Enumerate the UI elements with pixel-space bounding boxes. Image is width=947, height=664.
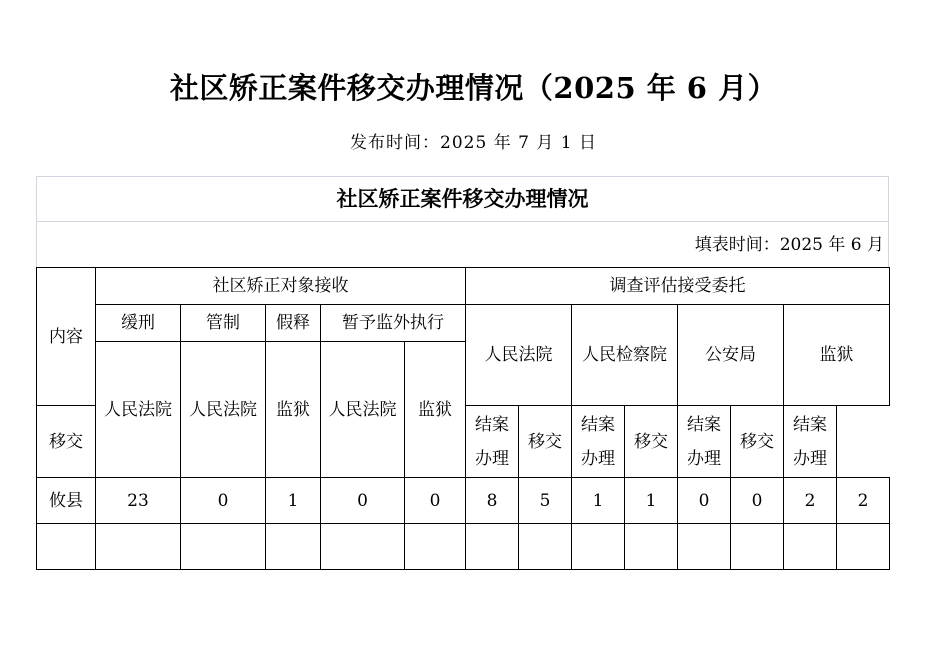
cell-police-close: 0: [731, 478, 784, 524]
header-zanyu-court: 人民法院: [321, 342, 405, 478]
empty-cell: [37, 524, 96, 570]
header-police-close: 结案办理: [678, 406, 731, 478]
header-jiashi: 假释: [266, 305, 321, 342]
cell-huanxing-court: 23: [96, 478, 181, 524]
header-prison-close: 结案办理: [784, 406, 837, 478]
data-table: [36, 267, 890, 570]
empty-cell: [572, 524, 625, 570]
header-huanxing: 缓刑: [96, 305, 181, 342]
header-group-survey: 调查评估接受委托: [466, 268, 890, 305]
header-survey-prison: 监狱: [784, 305, 890, 406]
header-court-close: 结案办理: [466, 406, 519, 478]
header-procuratorate-transfer: 移交: [519, 406, 572, 478]
header-jiashi-prison: 监狱: [266, 342, 321, 478]
header-procuratorate-close: 结案办理: [572, 406, 625, 478]
empty-cell: [784, 524, 837, 570]
table-title: 社区矫正案件移交办理情况: [37, 177, 888, 222]
page-title: 社区矫正案件移交办理情况（2025 年 6 月）: [169, 71, 778, 105]
table-row: [37, 478, 890, 524]
cell-procuratorate-close: 1: [625, 478, 678, 524]
header-zanyu-prison: 监狱: [405, 342, 466, 478]
empty-cell: [625, 524, 678, 570]
publish-time: 发布时间：2025 年 7 月 1 日: [350, 133, 597, 153]
empty-cell: [321, 524, 405, 570]
empty-cell: [466, 524, 519, 570]
empty-cell: [837, 524, 890, 570]
header-zanyu: 暂予监外执行: [321, 305, 466, 342]
cell-jiashi-prison: 1: [266, 478, 321, 524]
empty-cell: [405, 524, 466, 570]
cell-guanzhi-court: 0: [181, 478, 266, 524]
empty-cell: [678, 524, 731, 570]
cell-police-transfer: 0: [678, 478, 731, 524]
empty-cell: [181, 524, 266, 570]
row-name: 攸县: [37, 478, 96, 524]
empty-cell: [731, 524, 784, 570]
header-content: 内容: [37, 268, 96, 406]
header-survey-police: 公安局: [678, 305, 784, 406]
header-guanzhi-court: 人民法院: [181, 342, 266, 478]
cell-zanyu-court: 0: [321, 478, 405, 524]
header-police-transfer: 移交: [625, 406, 678, 478]
empty-cell: [96, 524, 181, 570]
cell-zanyu-prison: 0: [405, 478, 466, 524]
fill-time: 填表时间：2025 年 6 月: [694, 235, 884, 255]
header-survey-court: 人民法院: [466, 305, 572, 406]
table-header-box: [36, 176, 889, 268]
table-row-empty: [37, 524, 890, 570]
empty-cell: [519, 524, 572, 570]
cell-court-transfer: 8: [466, 478, 519, 524]
header-guanzhi: 管制: [181, 305, 266, 342]
header-survey-procuratorate: 人民检察院: [572, 305, 678, 406]
header-group-receive: 社区矫正对象接收: [96, 268, 466, 305]
cell-procuratorate-transfer: 1: [572, 478, 625, 524]
header-court-transfer: 移交: [37, 406, 96, 478]
header-prison-transfer: 移交: [731, 406, 784, 478]
cell-prison-transfer: 2: [784, 478, 837, 524]
empty-cell: [266, 524, 321, 570]
cell-court-close: 5: [519, 478, 572, 524]
cell-prison-close: 2: [837, 478, 890, 524]
header-huanxing-court: 人民法院: [96, 342, 181, 478]
